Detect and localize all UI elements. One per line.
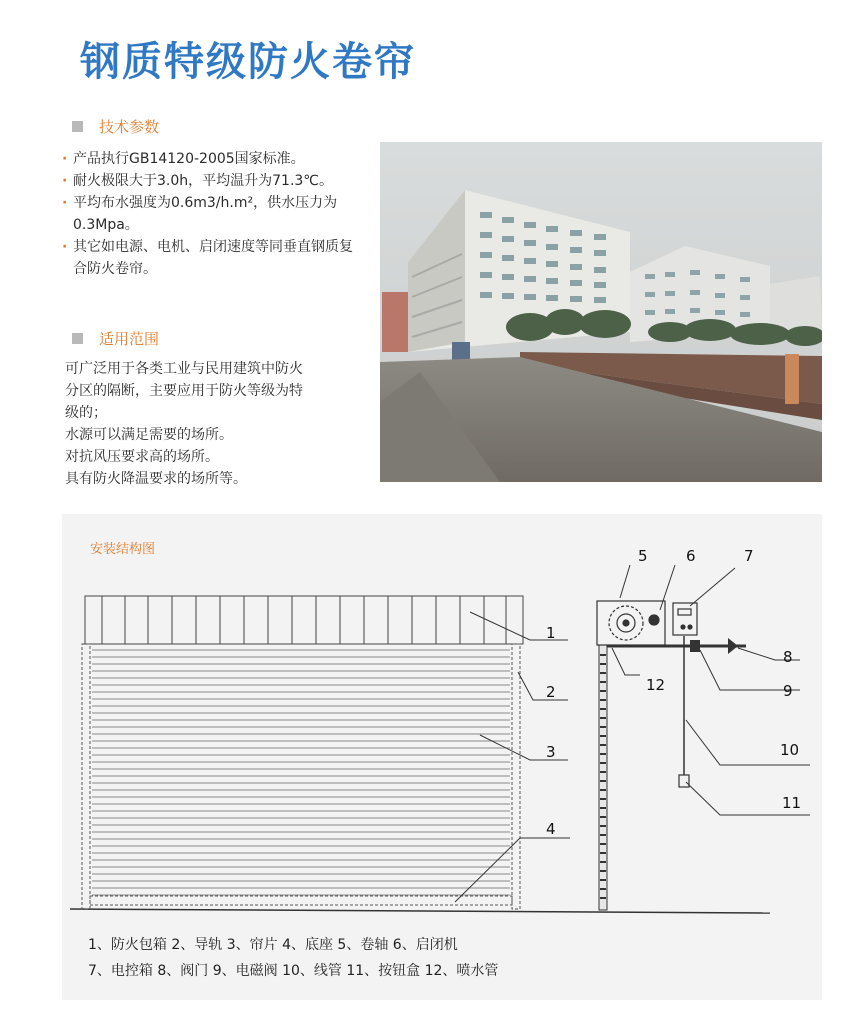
bullet-dot-icon: · [62, 173, 68, 189]
curtain-base [90, 896, 512, 905]
list-item: · 产品执行GB14120-2005国家标准。 [62, 148, 362, 170]
callout-label: 12 [646, 676, 666, 694]
bullet-dot-icon: · [62, 151, 68, 167]
scope-line: 可广泛用于各类工业与民用建筑中防火 [65, 361, 303, 377]
scope-line: 级的； [65, 405, 107, 421]
legend-line: 1、防火包箱 2、导轨 3、帘片 4、底座 5、卷轴 6、启闭机 [88, 937, 458, 953]
page-title: 钢质特级防火卷帘 [80, 39, 416, 85]
side-roller-box [597, 601, 665, 645]
callout-label: 1 [546, 624, 556, 642]
scope-line: 水源可以满足需要的场所。 [65, 427, 233, 443]
callout-label: 10 [780, 741, 800, 759]
diagram-title: 安装结构图 [90, 542, 156, 557]
scope-line: 分区的隔断，主要应用于防火等级为特 [65, 383, 303, 399]
solenoid-valve [690, 640, 700, 652]
callout-label: 3 [546, 743, 556, 761]
button-box [679, 775, 689, 787]
list-item: · 其它如电源、电机、启闭速度等同垂直钢质复合防火卷帘。 [62, 236, 362, 280]
legend-line: 7、电控箱 8、阀门 9、电磁阀 10、线管 11、按钮盒 12、喷水管 [88, 963, 499, 979]
callout-label: 5 [638, 547, 648, 565]
list-item: · 耐火极限大于3.0h，平均温升为71.3℃。 [62, 170, 362, 192]
list-item: · 平均布水强度为0.6m3/h.m²，供水压力为0.3Mpa。 [62, 192, 362, 236]
bullet-dot-icon: · [62, 239, 68, 255]
fireproof-box [85, 596, 523, 644]
side-column [599, 645, 607, 910]
diagram-legend [88, 932, 498, 984]
ground-line [70, 909, 770, 913]
curtain-slats [92, 650, 510, 895]
callout-label: 2 [546, 683, 556, 701]
scope-line: 具有防火降温要求的场所等。 [65, 471, 247, 487]
callout-label: 4 [546, 820, 556, 838]
tech-heading-label: 技术参数 [99, 118, 160, 136]
valve [728, 638, 738, 654]
guide-rails [82, 644, 520, 909]
callout-label: 9 [783, 682, 793, 700]
callout-label: 8 [783, 648, 793, 666]
leader-lines [455, 565, 810, 902]
scope-heading-label: 适用范围 [99, 330, 160, 348]
callout-label: 7 [744, 547, 754, 565]
control-box [673, 603, 697, 635]
bullet-dot-icon: · [62, 195, 68, 211]
callout-label: 11 [782, 794, 802, 812]
scope-line: 对抗风压要求高的场所。 [65, 449, 219, 465]
callout-label: 6 [686, 547, 696, 565]
